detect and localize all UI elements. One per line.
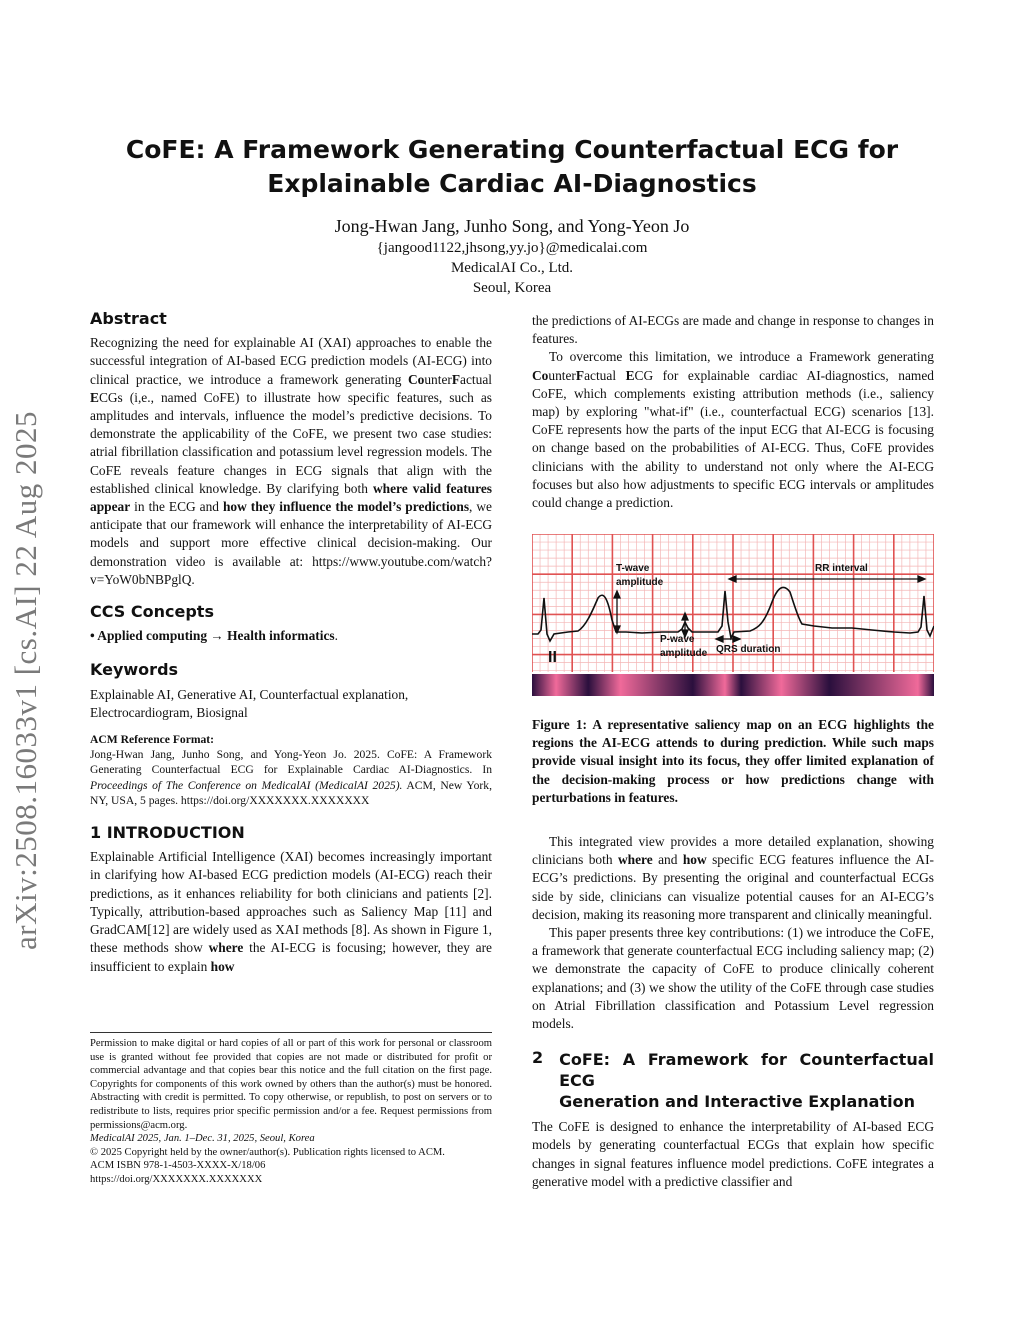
- rr-interval-label: RR interval: [815, 563, 868, 574]
- permission-notice: Permission to make digital or hard copies of all or part of this work for personal or classroom use is granted without fee provided that copies are not made or distributed for profit or commercial advantage and that copies bear this notice and the full citation on the first page. Copyrights for components of this work owned by others than the author(s) must be honored. Abstracting with credit is permitted. To copy otherwise, or republish, to post on servers or to redistribute to lists, requires prior specific permission and/or a fee. Request permissions from permissions@acm.org.: [90, 1038, 492, 1131]
- venue-line: MedicalAI 2025, Jan. 1–Dec. 31, 2025, Seoul, Korea: [90, 1133, 315, 1145]
- acm-ref-heading: ACM Reference Format:: [90, 733, 215, 747]
- qrs-duration-label: QRS duration: [716, 644, 781, 655]
- arxiv-stamp: arXiv:2508.16033v1 [cs.AI] 22 Aug 2025: [8, 410, 43, 950]
- p-wave-label-1: P-wave: [660, 634, 695, 645]
- section-2-heading: [532, 1049, 934, 1112]
- section-2-title: [559, 1049, 934, 1112]
- section-2-number: 2: [532, 1048, 544, 1068]
- intro-heading: 1 INTRODUCTION: [90, 823, 245, 843]
- title-line-1: CoFE: A Framework Generating Counterfactual ECG for: [125, 135, 899, 164]
- footnote: [90, 1037, 492, 1187]
- right-column-top: [532, 312, 934, 512]
- keywords-list: Explainable AI, Generative AI, Counterfactual explanation, Electrocardiogram, Biosignal: [90, 686, 409, 720]
- ccs-heading: CCS Concepts: [90, 602, 214, 622]
- figure-1: [532, 534, 934, 696]
- cofe-intro-paragraph: To overcome this limitation, we introduce a Framework generating CounterFactual ECG for explainable cardiac AI-diagnostics, named CoFE, which complements existing attribution methods (i.e., saliency map) by exploring "what-if" (i.e., counterfactual ECG) scenarios [13]. CoFE represents how the parts of the input ECG that AI-ECG is focusing on change based on the probabilities of AI-ECG. Thus, CoFE provides clinicians with the ability to understand not only where the AI-ECG focuses but also how adjustments to specific ECG intervals or amplitudes could change a prediction.: [532, 349, 934, 511]
- integrated-view-paragraph: This integrated view provides a more detailed explanation, showing clinicians both where and how specific ECG features influence the AI-ECG’s predictions. By presenting the original and counterfactual ECGs side by side, clinicians can visualize potential causes for an AI-ECG’s decision, making its reasoning more transparent and clinically meaningful.: [532, 834, 934, 922]
- figure-1-caption: Figure 1: A representative saliency map on an ECG highlights the regions the AI-ECG attends to during prediction. While such maps provide visual insight into its focus, they offer limited explanation of the decision-making process or how predictions change with perturbations in features.: [532, 717, 934, 805]
- section-2-paragraph: The CoFE is designed to enhance the interpretability of AI-based ECG models by generating counterfactual ECGs that explain how specific changes in signal features influence model predictions. CoFE integrates a generative model with a predictive classifier and: [532, 1119, 934, 1189]
- abstract-body: Recognizing the need for explainable AI (XAI) approaches to enable the successful integration of AI-based ECG prediction models (AI-ECG) into clinical practice, we introduce a framework generating CounterFactual ECGs (i,e., named CoFE) to illustrate how specific features, such as amplitudes and intervals, influence the model’s predictive decisions. To demonstrate the applicability of the CoFE, we present two case studies: atrial fibrillation classification and potassium level regression models. The CoFE reveals feature changes in ECG signals that align with the established clinical knowledge. By clarifying both where valid features appear in the ECG and how they influence the model’s predictions, we anticipate that our framework will enhance the interpretability of AI-ECG models and support more effective clinical decision-making. Our demonstration video is available at: https://www.youtube.com/watch?v=YoW0bNBPglQ.: [90, 335, 492, 587]
- intro-paragraph: Explainable Artificial Intelligence (XAI) becomes increasingly important in clarifying how AI-based ECG prediction models (AI-ECG) reach their predictions, as it enhances reliability for both clinicians and patients [2]. Typically, attribution-based approaches such as Saliency Map [11] and GradCAM[12] are widely used as XAI methods [8]. As shown in Figure 1, these methods show where the AI-ECG is focusing; however, they are insufficient to explain how: [90, 849, 492, 974]
- continued-paragraph: the predictions of AI-ECGs are made and change in response to changes in features.: [532, 313, 934, 347]
- title-line-2: Explainable Cardiac AI-Diagnostics: [267, 169, 757, 198]
- section-2-title-line-1: CoFE: A Framework for Counterfactual ECG: [559, 1050, 934, 1091]
- paper-title: [90, 133, 934, 201]
- p-wave-label-2: amplitude: [660, 648, 708, 659]
- abstract-heading: Abstract: [90, 309, 167, 328]
- right-column-bottom: [532, 833, 934, 1191]
- section-2-title-line-2: Generation and Interactive Explanation: [559, 1092, 915, 1112]
- ccs-concepts: • Applied computing → Health informatics.: [90, 628, 338, 644]
- doi-line: https://doi.org/XXXXXXX.XXXXXXX: [90, 1173, 263, 1185]
- author-list: Jong-Hwan Jang, Junho Song, and Yong-Yeon Jo: [334, 216, 690, 236]
- isbn-line: ACM ISBN 978-1-4503-XXXX-X/18/06: [90, 1160, 266, 1172]
- author-email: {jangood1122,jhsong,yy.jo}@medicalai.com: [376, 240, 648, 256]
- keywords-heading: Keywords: [90, 660, 179, 680]
- saliency-map-strip: [532, 674, 934, 696]
- acm-reference: Jong-Hwan Jang, Junho Song, and Yong-Yeon Jo. 2025. CoFE: A Framework Generating Counterfactual ECG for Explainable Cardiac AI-Diagnostics. In Proceedings of The Conference on MedicalAI (MedicalAI 2025). ACM, New York, NY, USA, 5 pages. https://doi.org/XXXXXXX.XXXXXXX: [90, 748, 492, 807]
- contributions-paragraph: This paper presents three key contributions: (1) we introduce the CoFE, a framework that generate counterfactual ECG including saliency map; (2) we demonstrate the capacity of CoFE to produce clinically coherent explanations; and (3) we show the utility of the CoFE through case studies on Atrial Fibrillation classification and Potassium Level regression models.: [532, 925, 934, 1032]
- lead-label: II: [548, 649, 557, 666]
- ecg-figure: [532, 534, 934, 696]
- affiliation: MedicalAI Co., Ltd.: [450, 260, 574, 276]
- left-column: [90, 310, 492, 976]
- t-wave-label-2: amplitude: [616, 577, 664, 588]
- footnote-rule: [90, 1032, 492, 1033]
- copyright-line: © 2025 Copyright held by the owner/author(s). Publication rights licensed to ACM.: [90, 1146, 445, 1158]
- t-wave-label-1: T-wave: [616, 563, 650, 574]
- location: Seoul, Korea: [472, 280, 552, 296]
